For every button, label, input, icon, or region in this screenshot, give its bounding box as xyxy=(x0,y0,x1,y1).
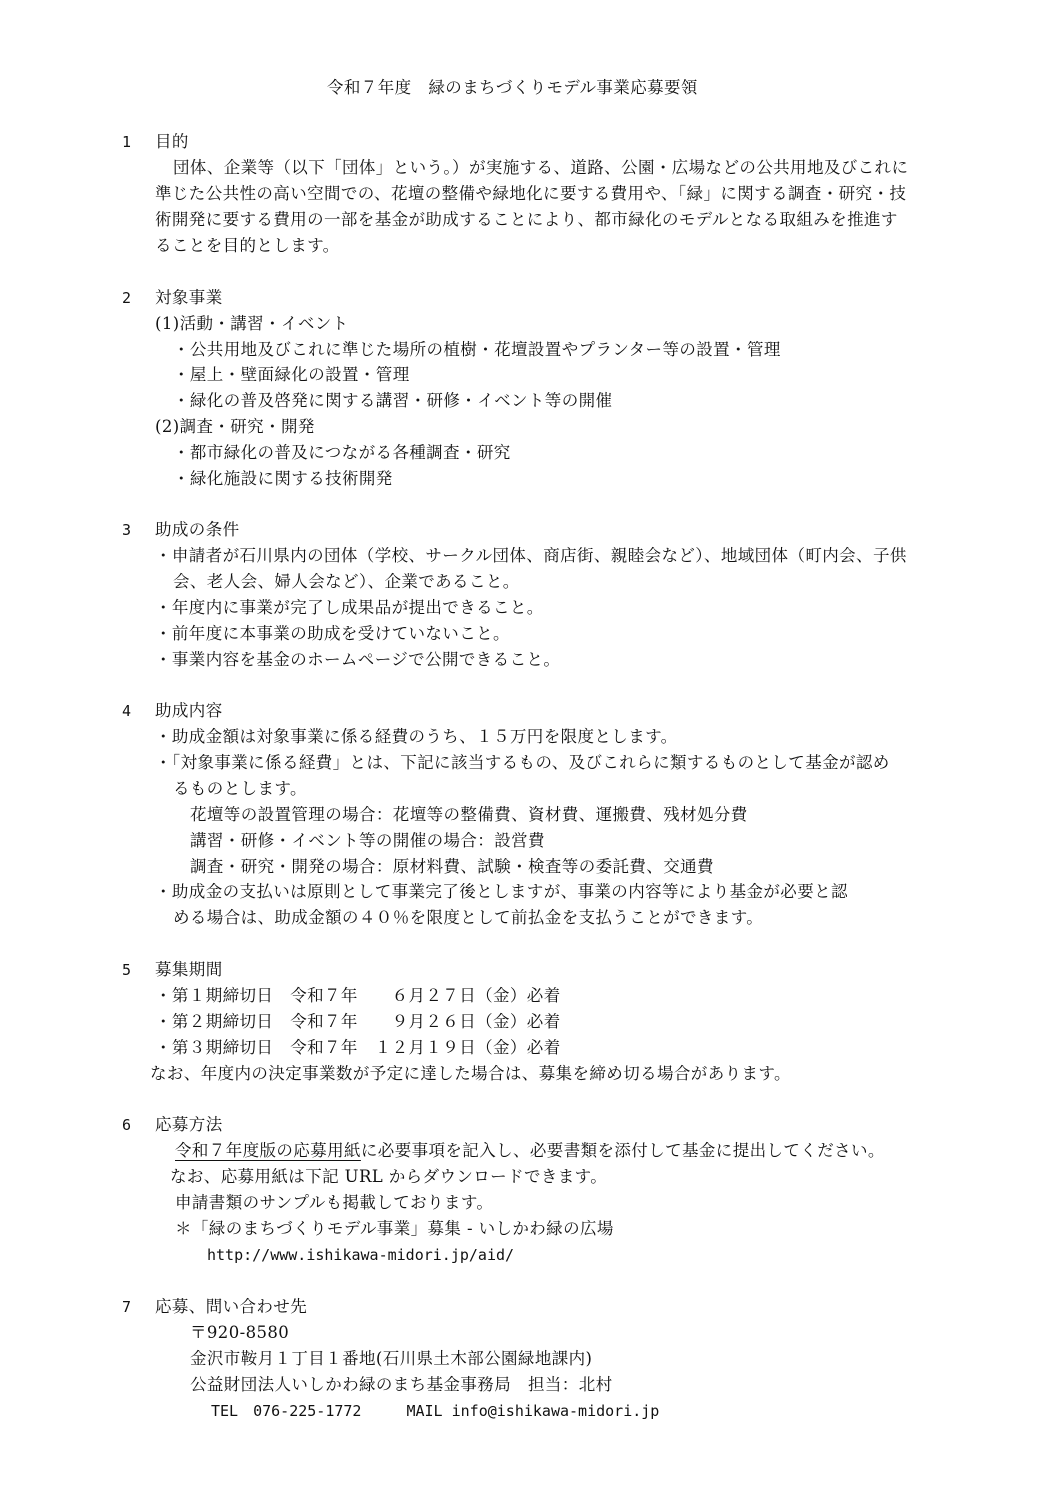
section-3-line: 会、老人会、婦人会など）、企業であること。 xyxy=(173,572,520,591)
section-2-subheading-1: (1)活動・講習・イベント xyxy=(155,314,349,333)
section-2-item: ・都市緑化の普及につながる各種調査・研究 xyxy=(173,443,511,462)
postal-code: 〒920-8580 xyxy=(190,1323,290,1342)
section-3-heading: 助成の条件 xyxy=(155,520,240,539)
section-5-note: なお、年度内の決定事業数が予定に達した場合は、募集を締め切る場合があります。 xyxy=(150,1064,791,1083)
section-1-line: 団体、企業等（以下「団体」という。）が実施する、道路、公園・広場などの公共用地及びこれに xyxy=(173,158,909,177)
section-4-line: 花壇等の設置管理の場合：花壇等の整備費、資材費、運搬費、残材処分費 xyxy=(190,805,748,824)
section-4-line: 講習・研修・イベント等の開催の場合：設営費 xyxy=(190,831,545,850)
section-2-item: ・屋上・壁面緑化の設置・管理 xyxy=(173,365,410,384)
section-3-number: 3 xyxy=(122,521,132,539)
section-3-line: ・事業内容を基金のホームページで公開できること。 xyxy=(155,650,561,669)
section-6-number: 6 xyxy=(122,1116,132,1134)
section-6-line: 申請書類のサンプルも掲載しております。 xyxy=(175,1193,494,1212)
organization: 公益財団法人いしかわ緑のまち基金事務局 担当：北村 xyxy=(190,1375,613,1394)
section-2-subheading-2: (2)調査・研究・開発 xyxy=(155,417,315,436)
deadline-row: ・第１期締切日 令和７年 ６月２７日（金）必着 xyxy=(155,986,561,1005)
document-title: 令和７年度 緑のまちづくりモデル事業応募要領 xyxy=(327,78,698,97)
section-1-number: 1 xyxy=(122,133,132,151)
section-4-line: るものとします。 xyxy=(173,779,307,798)
section-4-number: 4 xyxy=(122,702,132,720)
section-2-number: 2 xyxy=(122,289,132,307)
section-6-line-1-rest: に必要事項を記入し、必要書類を添付して基金に提出してください。 xyxy=(360,1141,885,1160)
section-5-heading: 募集期間 xyxy=(155,960,223,979)
section-2-item: ・公共用地及びこれに準じた場所の植樹・花壇設置やプランター等の設置・管理 xyxy=(173,340,781,359)
section-7-heading: 応募、問い合わせ先 xyxy=(155,1297,308,1316)
section-4-line: ・「対象事業に係る経費」とは、下記に該当するもの、及びこれらに類するものとして基金が認め xyxy=(155,753,890,772)
deadline-row: ・第２期締切日 令和７年 ９月２６日（金）必着 xyxy=(155,1012,561,1031)
section-4-line: 調査・研究・開発の場合：原材料費、試験・検査等の委託費、交通費 xyxy=(190,857,714,876)
section-3-line: ・前年度に本事業の助成を受けていないこと。 xyxy=(155,624,510,643)
section-7-number: 7 xyxy=(122,1298,132,1316)
section-2-item: ・緑化の普及啓発に関する講習・研修・イベント等の開催 xyxy=(173,391,613,410)
section-3-line: ・年度内に事業が完了し成果品が提出できること。 xyxy=(155,598,544,617)
section-6-link-title: ＊「緑のまちづくりモデル事業」募集 - いしかわ緑の広場 xyxy=(175,1219,614,1238)
section-2-item: ・緑化施設に関する技術開発 xyxy=(173,469,393,488)
section-6-line-1 xyxy=(175,1140,885,1162)
section-6-heading: 応募方法 xyxy=(155,1115,223,1134)
section-1-heading: 目的 xyxy=(155,132,189,151)
section-5-number: 5 xyxy=(122,961,132,979)
download-url[interactable]: http://www.ishikawa-midori.jp/aid/ xyxy=(207,1246,515,1264)
section-4-line: ・助成金の支払いは原則として事業完了後としますが、事業の内容等により基金が必要と認 xyxy=(155,882,848,901)
section-1-line: 術開発に要する費用の一部を基金が助成することにより、都市緑化のモデルとなる取組みを推進す xyxy=(155,210,898,229)
contact-line: TEL 076-225-1772 MAIL info@ishikawa-midori.jp xyxy=(211,1402,660,1420)
section-2-heading: 対象事業 xyxy=(155,288,223,307)
section-1-line: ることを目的とします。 xyxy=(155,236,340,255)
section-1-line: 準じた公共性の高い空間での、花壇の整備や緑地化に要する費用や、「緑」に関する調査・研究・技 xyxy=(155,184,907,203)
address: 金沢市鞍月１丁目１番地(石川県土木部公園緑地課内) xyxy=(190,1349,593,1368)
section-4-heading: 助成内容 xyxy=(155,701,223,720)
application-form-reference: 令和７年度版の応募用紙 xyxy=(175,1141,361,1160)
deadline-row: ・第３期締切日 令和７年 １２月１９日（金）必着 xyxy=(155,1038,561,1057)
section-3-line: ・申請者が石川県内の団体（学校、サークル団体、商店街、親睦会など）、地域団体（町内会、子供 xyxy=(155,546,907,565)
section-4-line: ・助成金額は対象事業に係る経費のうち、１５万円を限度とします。 xyxy=(155,727,678,746)
section-4-line: める場合は、助成金額の４０％を限度として前払金を支払うことができます。 xyxy=(173,908,764,927)
section-6-line: なお、応募用紙は下記 URL からダウンロードできます。 xyxy=(170,1167,608,1186)
